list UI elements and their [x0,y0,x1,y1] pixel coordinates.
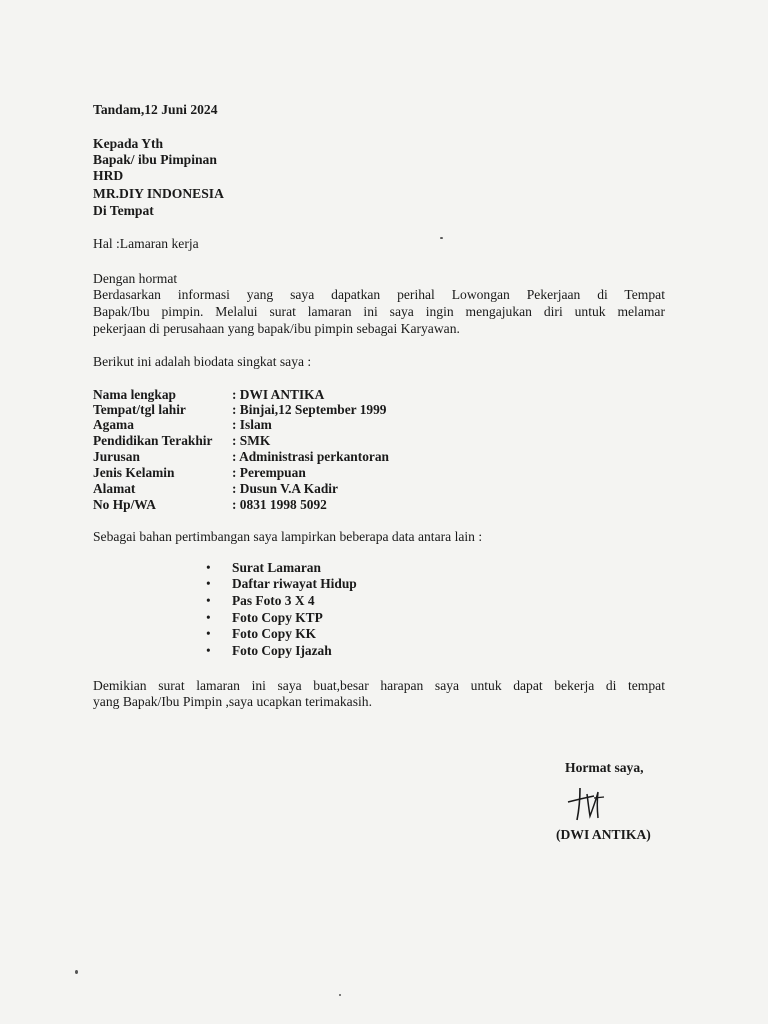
signoff: Hormat saya, [565,760,644,775]
attachment-label: Surat Lamaran [232,560,321,575]
bullet-icon: • [206,560,211,575]
biodata-value: : Administrasi perkantoran [232,449,389,464]
place-date: Tandam,12 Juni 2024 [93,102,218,117]
biodata-value: : Perempuan [232,465,306,480]
recipient-company: MR.DIY INDONESIA [93,186,224,201]
bullet-icon: • [206,643,211,658]
attachment-label: Foto Copy Ijazah [232,643,332,658]
list-item [206,610,323,626]
closing-line: yang Bapak/Ibu Pimpin ,saya ucapkan terimakasih. [93,694,372,709]
biodata-label: Tempat/tgl lahir [93,402,186,417]
signature-mark [560,778,620,828]
biodata-label: Jenis Kelamin [93,465,175,480]
bullet-icon: • [206,576,211,591]
biodata-label: Agama [93,417,134,432]
biodata-label: Alamat [93,481,136,496]
closing-line: Demikian surat lamaran ini saya buat,besar harapan saya untuk dapat bekerja di tempat [93,678,665,693]
recipient-line: HRD [93,168,124,183]
intro-line: pekerjaan di perusahaan yang bapak/ibu pimpin sebagai Karyawan. [93,321,460,336]
attachment-label: Foto Copy KTP [232,610,323,625]
list-item [206,643,332,659]
list-item [206,560,321,576]
biodata-label: Jurusan [93,449,140,464]
biodata-value: : SMK [232,433,271,448]
attachment-label: Daftar riwayat Hidup [232,576,357,591]
attachment-label: Foto Copy KK [232,626,317,641]
biodata-value: : Binjai,12 September 1999 [232,402,387,417]
biodata-label: No Hp/WA [93,497,156,512]
scan-speck [75,970,78,974]
bullet-icon: • [206,610,211,625]
biodata-label: Pendidikan Terakhir [93,433,213,448]
list-item [206,576,357,592]
biodata-value: : Dusun V.A Kadir [232,481,338,496]
signature-name: (DWI ANTIKA) [556,827,651,842]
list-item [206,626,316,642]
subject-line: Hal :Lamaran kerja [93,236,199,251]
attachments-intro: Sebagai bahan pertimbangan saya lampirkan beberapa data antara lain : [93,529,483,544]
scan-speck [440,237,443,239]
recipient-line: Kepada Yth [93,136,164,151]
biodata-value: : DWI ANTIKA [232,387,325,402]
greeting: Dengan hormat [93,271,178,286]
biodata-value: : 0831 1998 5092 [232,497,327,512]
biodata-intro: Berikut ini adalah biodata singkat saya : [93,354,312,369]
biodata-value: : Islam [232,417,272,432]
bullet-icon: • [206,626,211,641]
recipient-line: Di Tempat [93,203,154,218]
list-item [206,593,315,609]
intro-line: Bapak/Ibu pimpin. Melalui surat lamaran ini saya ingin mengajukan diri untuk melamar [93,304,665,319]
scan-speck [339,994,341,996]
intro-line: Berdasarkan informasi yang saya dapatkan perihal Lowongan Pekerjaan di Tempat [93,287,665,302]
bullet-icon: • [206,593,211,608]
biodata-label: Nama lengkap [93,387,176,402]
attachment-label: Pas Foto 3 X 4 [232,593,315,608]
recipient-line: Bapak/ ibu Pimpinan [93,152,217,167]
